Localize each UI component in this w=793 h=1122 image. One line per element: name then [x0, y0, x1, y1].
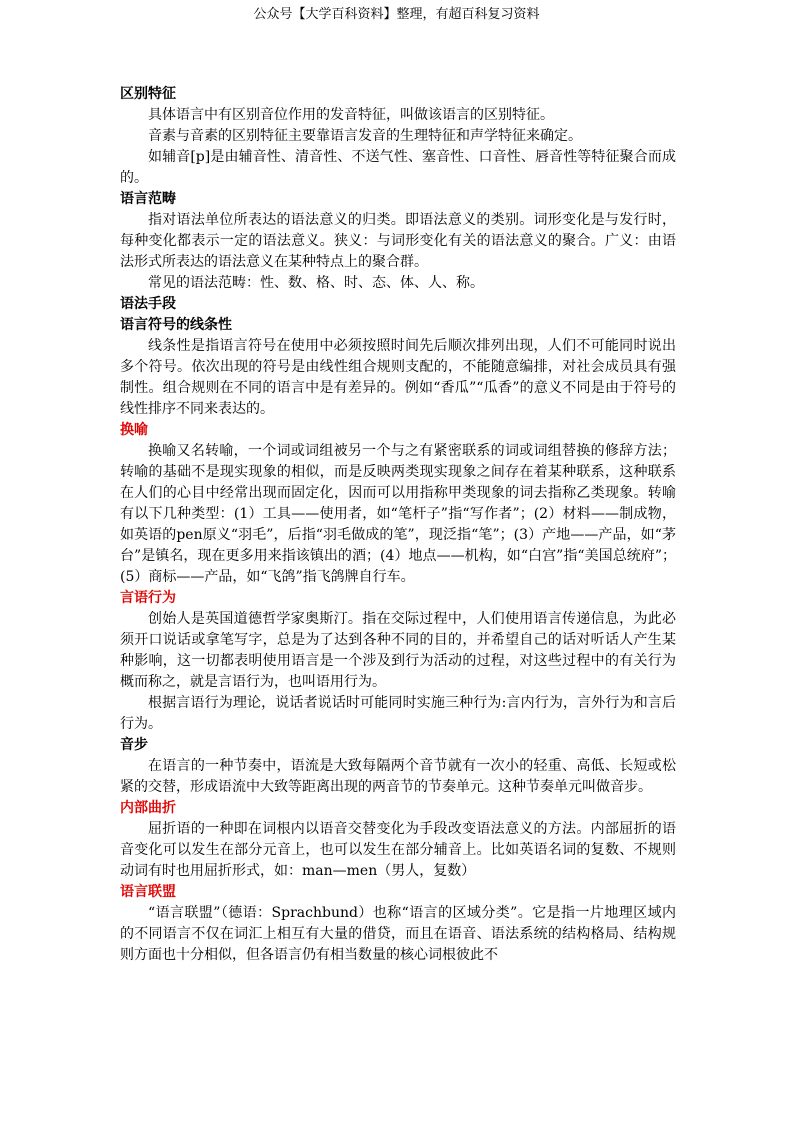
- paragraph: 具体语言中有区别音位作用的发音特征，叫做该语言的区别特征。: [148, 107, 554, 123]
- section-linearity: [120, 315, 676, 420]
- section-grammar-means: [120, 294, 676, 315]
- paragraph: 指对语法单位所表达的语法意义的归类。即语法意义的类别。词形变化是与发行时，每种变化都表示一定的语法意义。狭义：与词形变化有关的语法意义的聚合。广义：由语法形式所表达的语法意义在某种特点上的聚合群。: [120, 212, 676, 270]
- section-heading: 区别特征: [120, 86, 176, 102]
- paragraph: 常见的语法范畴：性、数、格、时、态、体、人、称。: [148, 275, 484, 291]
- paragraph: 音素与音素的区别特征主要靠语言发音的生理特征和声学特征来确定。: [148, 128, 582, 144]
- section-language-category: [120, 189, 676, 294]
- page-header: 公众号【大学百科资料】整理，有超百科复习资料: [253, 7, 540, 22]
- section-heading: 内部曲折: [120, 800, 176, 816]
- section-distinctive-features: [120, 84, 676, 189]
- paragraph: 创始人是英国道德哲学家奥斯汀。指在交际过程中，人们使用语言传递信息，为此必须开口说话或拿笔写字，总是为了达到各种不同的目的，并希望自己的话对听话人产生某种影响，这一切都表明使用语言是一个涉及到行为活动的过程，对这些过程中的有关行为概而称之，就是言语行为，也叫语用行为。: [120, 611, 676, 690]
- section-sprachbund: [120, 882, 676, 966]
- section-heading: 语言符号的线条性: [120, 317, 232, 333]
- paragraph: 根据言语行为理论，说话者说话时可能同时实施三种行为:言内行为，言外行为和言后行为。: [120, 695, 676, 732]
- section-heading: 言语行为: [120, 590, 176, 606]
- paragraph: 线条性是指语言符号在使用中必须按照时间先后顺次排列出现，人们不可能同时说出多个符号。依次出现的符号是由线性组合规则支配的，不能随意编排，对社会成员具有强制性。组合规则在不同的语言中是有差异的。例如“香瓜”“瓜香”的意义不同是由于符号的线性排序不同来表达的。: [120, 338, 676, 417]
- section-heading: 音步: [120, 737, 148, 753]
- section-heading: 语言范畴: [120, 191, 176, 207]
- document-body: [120, 84, 676, 966]
- paragraph: 如辅音[p]是由辅音性、清音性、不送气性、塞音性、口音性、唇音性等特征聚合而成的。: [120, 149, 676, 186]
- section-metrical-foot: [120, 735, 676, 798]
- section-heading: 换喻: [120, 422, 148, 438]
- paragraph: 在语言的一种节奏中，语流是大致每隔两个音节就有一次小的轻重、高低、长短或松紧的交替，形成语流中大致等距离出现的两音节的节奏单元。这种节奏单元叫做音步。: [120, 758, 676, 795]
- paragraph: “语言联盟”（德语：Sprachbund）也称“语言的区域分类”。它是指一片地理区域内的不同语言不仅在词汇上相互有大量的借贷，而且在语音、语法系统的结构格局、结构规则方面也十分相似，但各语言仍有相当数量的核心词根彼此不: [120, 905, 676, 963]
- section-heading: 语法手段: [120, 296, 176, 312]
- paragraph: 换喻又名转喻，一个词或词组被另一个与之有紧密联系的词或词组替换的修辞方法；转喻的基础不是现实现象的相似，而是反映两类现实现象之间存在着某种联系，这种联系在人们的心目中经常出现而固定化，因而可以用指称甲类现象的词去指称乙类现象。转喻有以下几种类型：(1）工具——使用者，如“笔杆子”指“写作者”；(2）材料——制成物，如英语的pen原义“羽毛”，后指“羽毛做成的笔”，现泛指“笔”；(3）产地——产品，如“茅台”是镇名，现在更多用来指该镇出的酒；(4）地点——机构，如“白宫”指“美国总统府”；(5）商标——产品，如“飞鸽”指飞鸽牌自行车。: [120, 443, 676, 585]
- paragraph: 屈折语的一种即在词根内以语音交替变化为手段改变语法意义的方法。内部屈折的语音变化可以发生在部分元音上，也可以发生在部分辅音上。比如英语名词的复数、不规则动词有时也用屈折形式，如：man—men（男人，复数）: [120, 821, 676, 879]
- section-internal-inflection: [120, 798, 676, 882]
- section-metonymy: [120, 420, 676, 588]
- section-speech-act: [120, 588, 676, 735]
- section-heading: 语言联盟: [120, 884, 176, 900]
